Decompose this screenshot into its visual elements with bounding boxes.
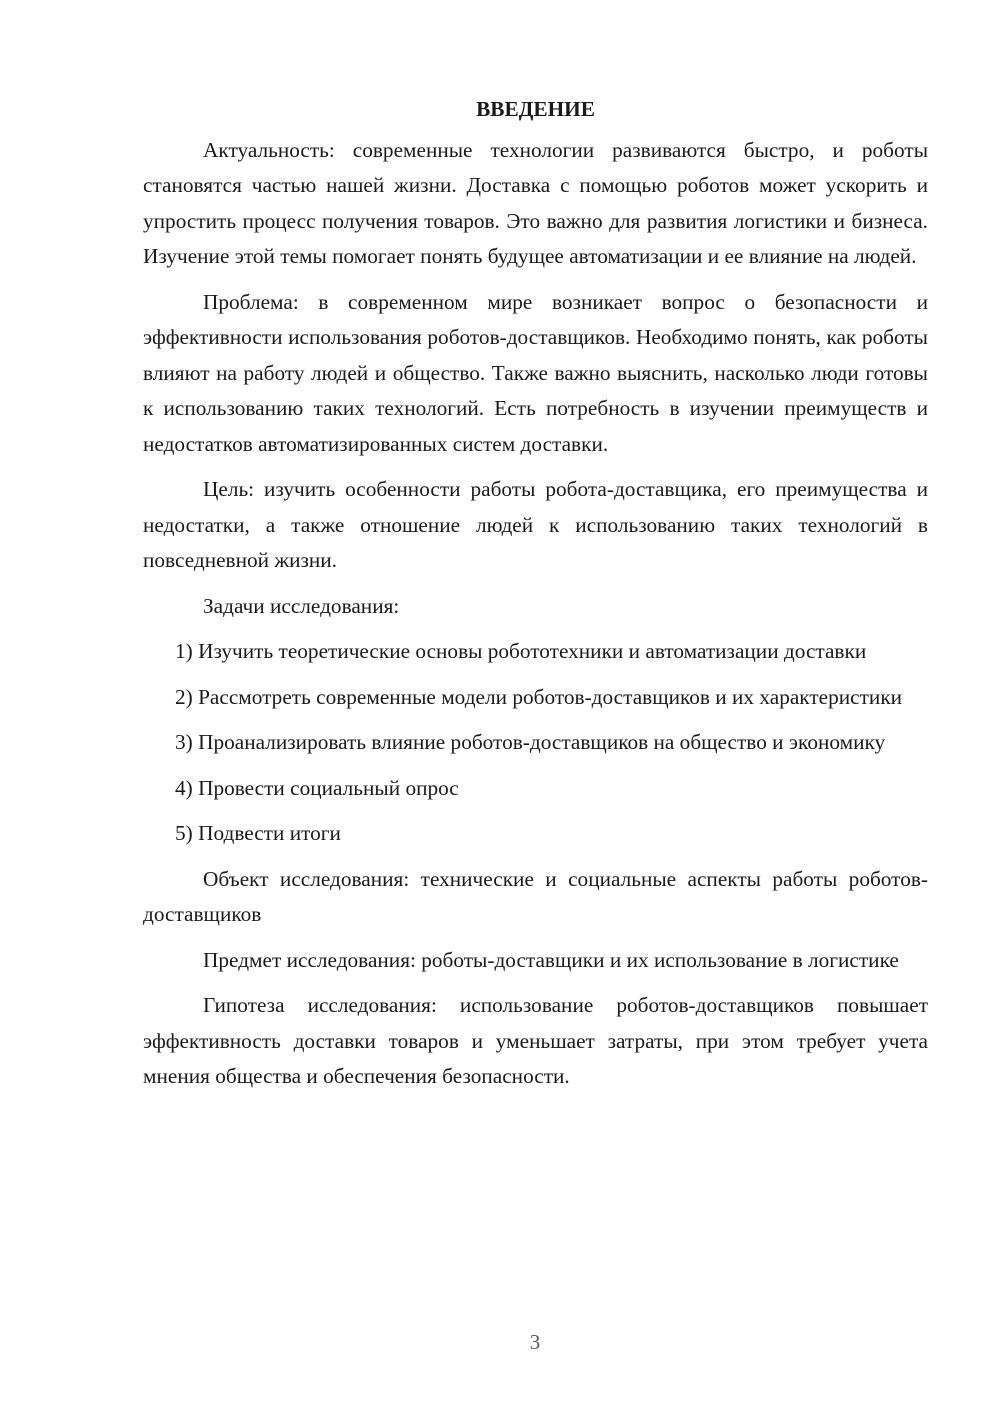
paragraph-tasks-heading: Задачи исследования: xyxy=(203,593,400,618)
task-item-3: 3) Проанализировать влияние роботов-доставщиков на общество и экономику xyxy=(175,730,886,754)
task-item-5: 5) Подвести итоги xyxy=(175,821,341,845)
document-page xyxy=(143,92,928,1095)
paragraph-goal: Цель: изучить особенности работы робота-доставщика, его преимущества и недостатки, а также отношение людей к использованию таких технологий в повседневной жизни. xyxy=(143,477,928,572)
paragraph-relevance: Актуальность: современные технологии развиваются быстро, и роботы становятся частью нашей жизни. Доставка с помощью роботов может ускорить и упростить процесс получения товаров. Это важно для развития логистики и бизнеса. Изучение этой темы помогает понять будущее автоматизации и ее влияние на людей. xyxy=(143,137,928,268)
paragraph-subject: Предмет исследования: роботы-доставщики и их использование в логистике xyxy=(203,947,899,972)
task-item-4: 4) Провести социальный опрос xyxy=(175,775,459,800)
page-number: 3 xyxy=(529,1330,541,1354)
task-item-2: 2) Рассмотреть современные модели роботов-доставщиков и их характеристики xyxy=(175,684,903,709)
paragraph-object: Объект исследования: технические и социальные аспекты работы роботов-доставщиков xyxy=(143,866,928,926)
paragraph-hypothesis: Гипотеза исследования: использование роботов-доставщиков повышает эффективность доставки товаров и уменьшает затраты, при этом требует учета мнения общества и обеспечения безопасности. xyxy=(143,993,928,1088)
paragraph-problem: Проблема: в современном мире возникает вопрос о безопасности и эффективности использования роботов-доставщиков. Необходимо понять, как роботы влияют на работу людей и общество. Также важно выяснить, насколько люди готовы к использованию таких технологий. Есть потребность в изучении преимуществ и недостатков автоматизированных систем доставки. xyxy=(143,289,928,456)
section-title: ВВЕДЕНИЕ xyxy=(476,97,595,121)
task-item-1: 1) Изучить теоретические основы робототехники и автоматизации доставки xyxy=(175,639,867,663)
